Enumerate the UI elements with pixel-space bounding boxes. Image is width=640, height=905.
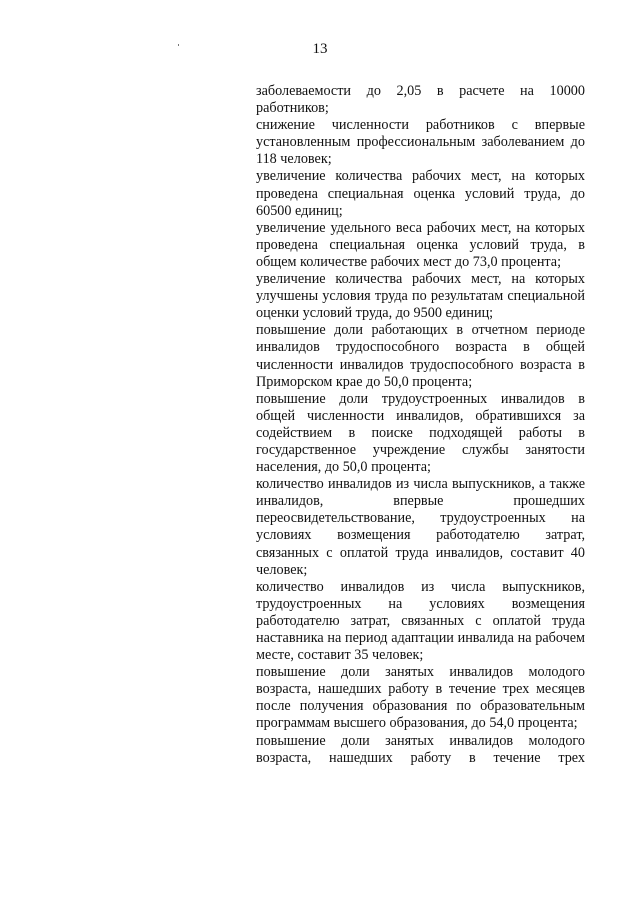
paragraph: повышение доли занятых инвалидов молодого возраста, нашедших работу в течение трех bbox=[256, 732, 585, 766]
paragraph: заболеваемости до 2,05 в расчете на 10000 работников; bbox=[256, 83, 585, 117]
scan-speck bbox=[178, 44, 179, 46]
paragraph: повышение доли занятых инвалидов молодого возраста, нашедших работу в течение трех месяцев после получения образования по образовательным программам высшего образования, до 54,0 процента; bbox=[256, 664, 585, 732]
paragraph: увеличение количества рабочих мест, на которых улучшены условия труда по результатам специальной оценки условий труда, до 9500 единиц; bbox=[256, 271, 585, 322]
paragraph: увеличение удельного веса рабочих мест, на которых проведена специальная оценка условий труда, в общем количестве рабочих мест до 73,0 процента; bbox=[256, 219, 585, 270]
page-number: 13 bbox=[312, 41, 328, 57]
paragraph: количество инвалидов из числа выпускников, а также инвалидов, впервые прошедших переосвидетельствование, трудоустроенных на условиях возмещения работодателю затрат, связанных с оплатой труда инвалидов, составит 40 человек; bbox=[256, 476, 585, 578]
paragraph: увеличение количества рабочих мест, на которых проведена специальная оценка условий труда, до 60500 единиц; bbox=[256, 168, 585, 219]
paragraph: повышение доли трудоустроенных инвалидов в общей численности инвалидов, обратившихся за содействием в поиске подходящей работы в государственное учреждение службы занятости населения, до 50,0 процента; bbox=[256, 390, 585, 476]
paragraph: повышение доли работающих в отчетном периоде инвалидов трудоспособного возраста в общей численности инвалидов трудоспособного возраста в Приморском крае до 50,0 процента; bbox=[256, 322, 585, 390]
document-body bbox=[256, 83, 585, 767]
paragraph: количество инвалидов из числа выпускников, трудоустроенных на условиях возмещения работодателю затрат, связанных с оплатой труда наставника на период адаптации инвалида на рабочем месте, составит 35 человек; bbox=[256, 578, 585, 664]
paragraph: снижение численности работников с впервые установленным профессиональным заболеванием до 118 человек; bbox=[256, 117, 585, 168]
